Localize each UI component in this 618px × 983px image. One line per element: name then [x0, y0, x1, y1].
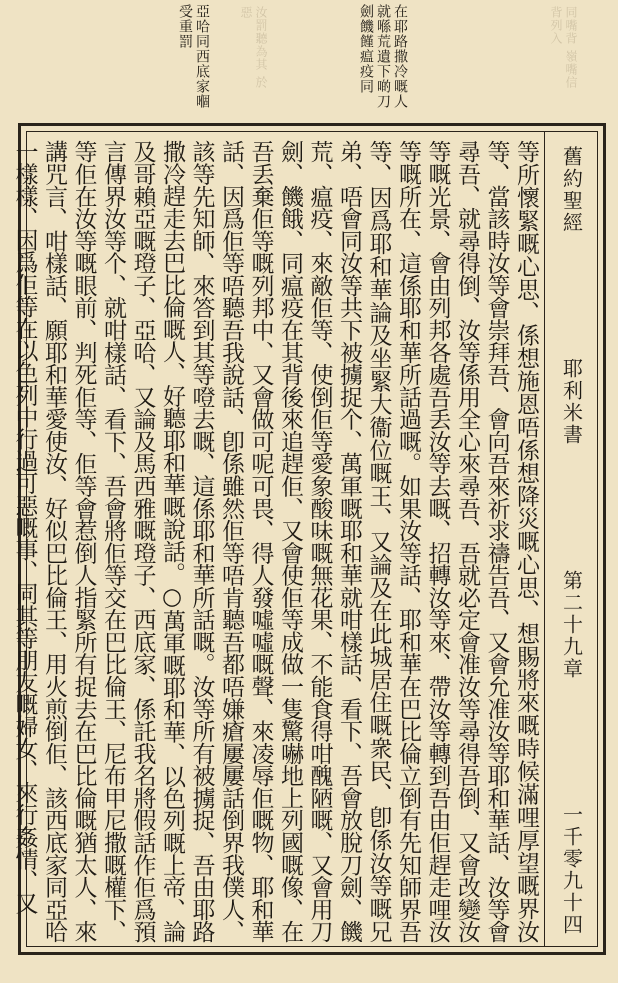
margin-note-right: 在耶路撒冷嘅人就喺荒遺下啲刀劍饑饉瘟疫同 [358, 4, 408, 109]
page-frame [11, 123, 606, 955]
scripture-text [5, 132, 544, 946]
book-title: 舊約聖經 [559, 146, 584, 234]
page-number: 一千零九十四 [559, 804, 584, 936]
running-header [544, 132, 597, 946]
body-text: 等所懷緊嘅心思、係想施恩唔係想降災嘅心思、想賜將來嘅時候滿哩厚望嘅界汝等、當該時汝等會崇拜吾、會向吾來祈求禱告吾、又會允准汝等耶和華話、汝等會尋吾、就尋得倒、汝等係用全心來尋吾、吾就必定會准汝等尋得吾倒、又會改變汝等嘅光景、會由列邦各處吾丢汝等去嘅、招轉汝等來、帶汝等轉到吾由佢趕走哩汝等嘅所在、這係耶和華所話過嘅。如果汝等話、耶和華在巴比倫立倒有先知師界吾等、因爲耶和華論及坐緊大衞位嘅王、又論及在此城居住嘅衆民、卽係汝等嘅兄弟、唔會同汝等共下被擄捉个、萬軍嘅耶和華就咁樣話、看下、吾會放脫刀劍、饑荒、瘟疫、來敵佢等、使倒佢等愛象酸味嘅無花果、不能食得咁醜陋嘅、又會用刀劍、饑餓、同瘟疫在其背後來追趕佢、又會使佢等成做一隻驚嚇地上列國嘅像、在吾丢棄佢等嘅列邦中、又會做可呢可畏、得人發噓噓嘅聲、來凌辱佢嘅物、耶和華話、因爲佢等唔聽吾我說話、卽係雖然佢等唔肯聽吾都唔嫌瘡屢屢話倒界我僕人、該等先知師、來答到其等噔去嘅、這係耶和華所話嘅。汝等所有被擄捉、吾由耶路撒冷趕走去巴比倫嘅人、好聽耶和華嘅說話。○萬軍嘅耶和華、以色列嘅上帝、論及哥賴亞嘅璒子、亞哈、又論及馬西雅嘅璒子、西底家、係託我名將假話作佢爲預言傳界汝等个、就咁樣話、看下、吾會將佢等交在巴比倫王、尼布甲尼撒嘅權下、等佢在汝等嘅眼前、判死佢等、佢等會惹倒人指緊所有捉去在巴比倫嘅猶太人、來講咒言、咁樣話、願耶和華愛使汝、好似巴比倫王、用火煎倒佢、該西底家同亞哈一樣樣、因爲佢等在以色列中行過可惡嘅事、同其等朋友嘅婦女、來行姦情、又 [11, 140, 539, 942]
bleed-through-right: 同嘴背 嶺嘴信背列入 [549, 6, 578, 89]
chapter-label: 第二十九章 [559, 570, 584, 680]
book-name: 耶利米書 [559, 358, 584, 446]
margin-note-left: 亞哈同西底家嗰受重罰 [177, 4, 210, 109]
page-inner-frame [11, 131, 598, 947]
bleed-through-left: 汝罰聽為其 於惡 [239, 6, 268, 89]
